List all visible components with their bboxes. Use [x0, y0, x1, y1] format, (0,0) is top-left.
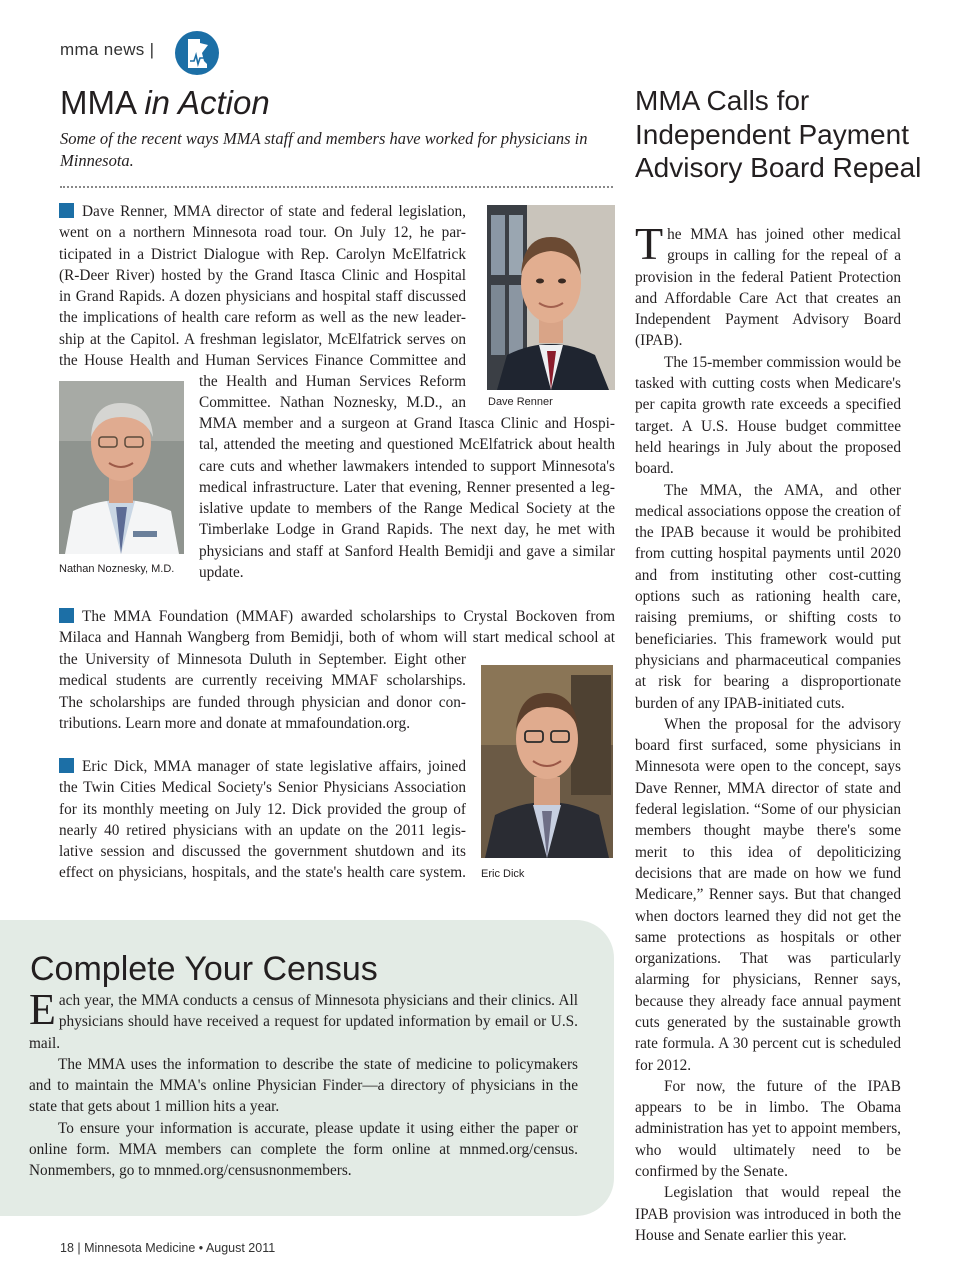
census-dropcap: E	[29, 985, 56, 1034]
minnesota-logo-icon	[175, 31, 219, 75]
section-label: mma news |	[60, 40, 155, 59]
caption-dave-renner: Dave Renner	[488, 396, 553, 408]
news-item-eric-dick: Eric Dick, MMA manager of state legislative affairs, joined the Twin Cities Medical Society's Senior Physicians Association for its monthly meeting on July 12. Dick provided the group of nearly 40 retired physicians with an update on the 2011 legis- lative session and discussed the government shutdown and its effect on physicians, hospitals, and the state's health care system.	[59, 758, 466, 882]
bullet-square-icon	[59, 203, 74, 218]
ipab-dropcap: T	[635, 218, 664, 269]
news-item-renner-bottom: MMA member and a surgeon at Grand Itasca Clinic and Hospi- tal, attended the meeting and questioned McElfatrick about health care cuts and whether lawmakers intended to support Minnesota's medical infrastructure. Later that evening, Renner presented a leg- islative update to members of the Range Medical Society at the Timberlake Lodge in Grand Rapids. The next day, he met with physicians and staff at Sanford Health Bemidji and gave a similar update.	[199, 415, 615, 582]
caption-eric-dick: Eric Dick	[481, 868, 525, 880]
ipab-body: The MMA has joined other medical groups in calling for the repeal of a provision in the federal Patient Protection and Affordable Care Act that creates an Independent Payment Advisory Board (IPAB). The 15-member commission would be tasked with cutting costs when Medicare's per capita growth rate exceeds a specified target. A U.S. House budget committee held hearings in July about the proposed board. The MMA, the AMA, and other medical associations oppose the creation of the IPAB because it would be prohibited from cutting hospital payments until 2020 and from instituting other cost-cutting options such as rationing health care, raising premiums, or shifting costs to beneficiaries. This framework would put physicians and pharmaceutical companies at risk for bearing a disproportionate burden of any IPAB-initiated cuts. When the proposal for the advisory board first surfaced, some physicians in Minnesota were open to the concept, says Dave Renner, MMA director of state and federal legislation. “Some of our physician members thought maybe there's some merit to this idea of depoliticizing decisions that are made on how we fund Medicare,” Renner says. But that changed when doctors learned they did not get the same protections as hospitals or other organizations. That was particularly alarming for physicians, Renner says, because they already face annual payment cuts generated by the sustainable growth rate formula. A 30 percent cut is scheduled for 2012. For now, the future of the IPAB appears to be in limbo. The Obama administration has yet to appoint members, who would ultimately need to be confirmed by the Senate. Legislation that would repeal the IPAB provision was introduced in both the House and Senate earlier this year.	[635, 218, 901, 1244]
bullet-square-icon	[59, 758, 74, 773]
photo-eric-dick	[481, 665, 613, 858]
news-item-renner-mid: the Health and Human Services Reform Committee. Nathan Noznesky, M.D., an	[199, 373, 466, 412]
photo-nathan-noznesky	[59, 381, 184, 554]
caption-nathan-noznesky: Nathan Noznesky, M.D.	[59, 563, 175, 575]
photo-dave-renner	[487, 205, 615, 390]
census-title: Complete Your Census	[30, 950, 378, 988]
census-body: Each year, the MMA conducts a census of Minnesota physicians and their clinics. All physicians should have received a request for updated information by email or U.S. mail. The MMA uses the information to describe the state of medicine to policymakers and to maintain the MMA's online Physician Finder—a directory of physicians in the state that gets about 1 million hits a year. To ensure your information is accurate, please update it using either the paper or online form. MMA members can complete the form online at mnmed.org/census. Nonmembers, go to mnmed.org/censusnonmembers.	[29, 985, 578, 1180]
page-footer: 18 | Minnesota Medicine • August 2011	[60, 1241, 276, 1255]
page-subtitle: Some of the recent ways MMA staff and members have worked for physicians in Minnesota.	[60, 129, 588, 170]
news-item-foundation-top: The MMA Foundation (MMAF) awarded scholarships to Crystal Bockoven from Milaca and Hannah Wangberg from Bemidji, both of whom will start medical school at	[59, 608, 615, 647]
ipab-title: MMA Calls for Independent Payment Advisory Board Repeal	[635, 85, 922, 183]
news-item-renner-top: Dave Renner, MMA director of state and federal legislation, went on a northern Minnesota road tour. On July 12, he par- ticipated in a District Dialogue with Rep. Carolyn McElfatrick (R-Deer River) hosted by the Grand Itasca Clinic and Hospital in Grand Rapids. A dozen physicians and hospital staff discussed the implications of health care reform as well as the new leader- ship at the Capitol. A freshman legislator, McElfatrick serves on the House Health and Human Services Finance Committee and	[59, 203, 466, 370]
news-item-foundation-bottom: the University of Minnesota Duluth in September. Eight other medical students are currently receiving MMAF scholarships. The scholarships are funded through physician and donor con- tributions. Learn more and donate at mmafoundation.org.	[59, 651, 466, 732]
page-title: MMA in Action	[60, 84, 270, 121]
dotted-divider	[60, 186, 613, 188]
bullet-square-icon	[59, 608, 74, 623]
